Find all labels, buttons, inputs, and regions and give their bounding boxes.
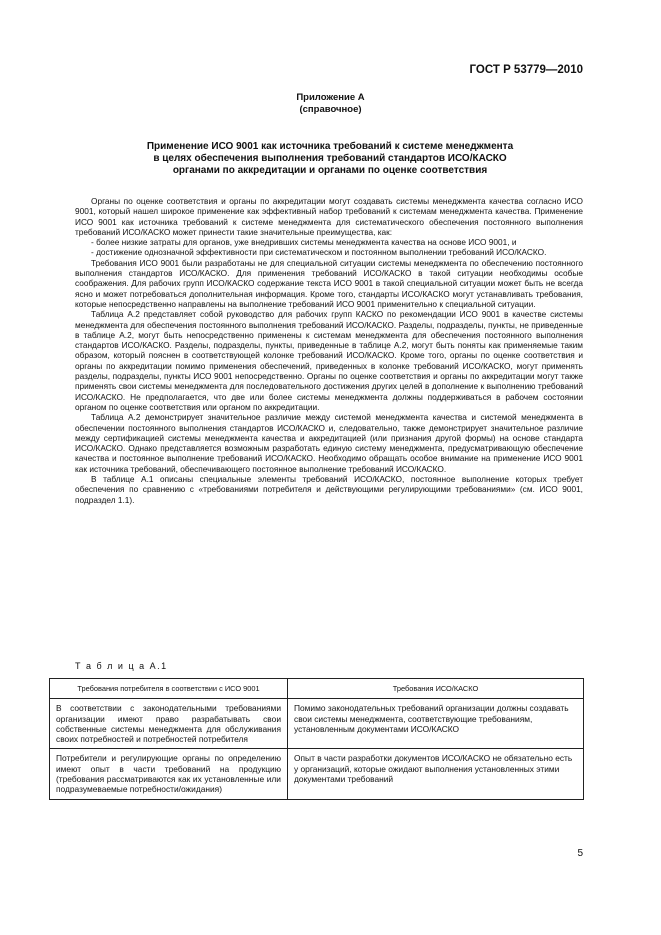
table-cell: Опыт в части разработки документов ИСО/КАСКО не обязательно есть у организаций, которые ожидают выполнения установленных этими документами требований [288,749,584,799]
requirements-table [49,678,584,800]
table-row [50,699,584,749]
annex-title: Приложение А [296,92,365,103]
table-label: Т а б л и ц а А.1 [75,661,168,671]
paragraph: - более низкие затраты для органов, уже внедривших системы менеджмента качества на основе ИСО 9001, и [91,237,517,248]
annex-heading [0,92,661,116]
table-row [50,749,584,799]
paragraph: Органы по оценке соответствия и органы по аккредитации могут создавать системы менеджмента качества согласно ИСО 9001, который нашел широкое применение как эффективный набор требований к системам менеджмента качества. Применение ИСО 9001 как источника требований к системе менеджмента для систематического обеспечения постоянного выполнения требований ИСО/КАСКО может принести такие значительные преимущества, как: [75,196,583,237]
table-cell: В соответствии с законодательными требованиями организации имеют право разрабатывать свои собственные системы менеджмента для обслуживания своих потребностей и потребностей потребителя [50,699,288,749]
paragraph: Таблица А.2 представляет собой руководство для рабочих групп КАСКО по рекомендации ИСО 9001 в качестве системы менеджмента для обеспечения постоянного выполнения требований ИСО/КАСКО. Разделы, подразделы, пункты, не приведенные в таблице А.2, могут быть непосредственно применены к системам менеджмента для обеспечения постоянного выполнения стандартов ИСО/КАСКО. Разделы, подразделы, пункты, приведенные в таблице А.2, могут быть поняты как применяемые таким образом, который пояснен в соответствующей колонке требований ИСО/КАСКО. Кроме того, органы по оценке соответствия и органы по аккредитации помимо применения обеспечений, приведенных в колонке требований ИСО/КАСКО, могут применять разделы, подразделы, пункты ИСО 9001 непосредственно. Органы по оценке соответствия и органы по аккредитации могут также применять свои системы менеджмента для последовательного достижения других целей в дополнение к выполнению требований ИСО/КАСКО. Не предполагается, что две или более системы менеджмента должны поддерживаться в рабочем состоянии органом по оценке соответствия или органом по аккредитации. [75,309,583,412]
table-header-row [50,679,584,699]
document-title [80,141,580,177]
table-cell: Помимо законодательных требований организации должны создавать свои системы менеджмента, соответствующие требованиям, установленным документами ИСО/КАСКО [288,699,584,749]
column-header: Требования ИСО/КАСКО [288,679,584,699]
page-number: 5 [577,848,583,859]
paragraph: В таблице А.1 описаны специальные элементы требований ИСО/КАСКО, постоянное выполнение которых требует обеспечения по сравнению с «требованиями потребителя и действующими регулирующими требованиями» (см. ИСО 9001, подраздел 1.1). [75,474,583,505]
body-text [75,196,583,505]
table-cell: Потребители и регулирующие органы по определению имеют опыт в части требований на продукцию (требования рассматриваются как их установленные или подразумеваемые потребности/ожидания) [50,749,288,799]
paragraph: Требования ИСО 9001 были разработаны не для специальной ситуации системы менеджмента по обеспечению постоянного выполнения стандартов ИСО/КАСКО. Для применения требований ИСО/КАСКО в такой ситуации необходимы особые соображения. Для рабочих групп ИСО/КАСКО содержание текста ИСО 9001 в такой специальной ситуации может быть не всегда ясно и может потребоваться дополнительная информация. Кроме того, стандарты ИСО/КАСКО могут устанавливать требования, которые непосредственно направлены на выполнение требований ИСО 9001 применительно к специальной ситуации. [75,257,583,309]
title-line: Применение ИСО 9001 как источника требований к системе менеджмента [146,141,514,152]
paragraph: - достижение однозначной эффективности при систематическом и постоянном выполнении требований ИСО/КАСКО. [91,247,547,258]
annex-subtitle: (справочное) [299,104,362,115]
title-line: органами по аккредитации и органами по оценке соответствия [172,165,488,176]
paragraph: Таблица А.2 демонстрирует значительное различие между системой менеджмента качества и системой менеджмента в обеспечении постоянного выполнения стандартов ИСО/КАСКО и, следовательно, также демонстрирует значительное различие между сертификацией системы менеджмента качества и аккредитацией (или признания другой формы) на основе стандарта ИСО/КАСКО. Однако представляется возможным разработать единую систему менеджмента, предусматривающую обеспечение качества и постоянное выполнение требований ИСО/КАСКО. Необходимо обращать особое внимание на применение ИСО 9001 как источника требований, обеспечивающего постоянное выполнение требований ИСО/КАСКО. [75,412,583,474]
column-header: Требования потребителя в соответствии с ИСО 9001 [50,679,288,699]
title-line: в целях обеспечения выполнения требований стандартов ИСО/КАСКО [153,153,507,164]
standard-number: ГОСТ Р 53779—2010 [469,64,583,76]
